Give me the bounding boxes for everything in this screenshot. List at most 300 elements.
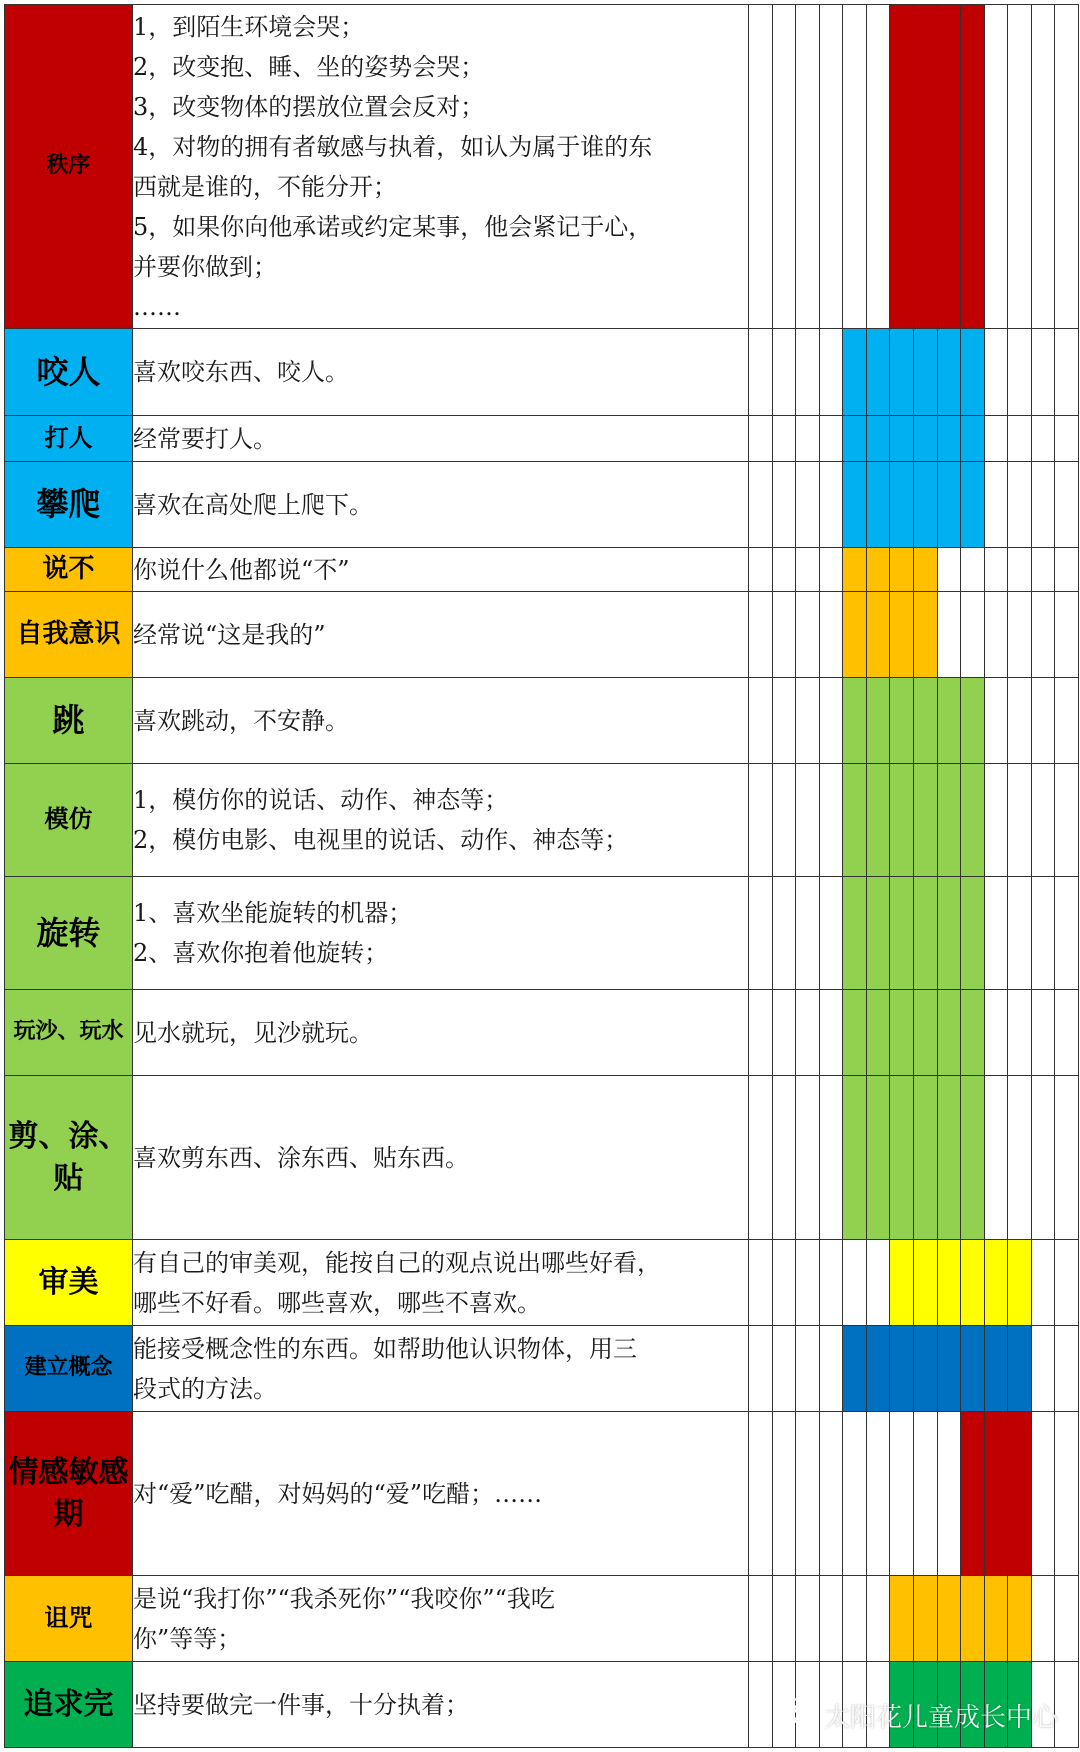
timeline-cell-filled bbox=[984, 1326, 1008, 1412]
timeline-cell bbox=[843, 5, 867, 329]
timeline-cell-filled bbox=[984, 1576, 1008, 1662]
timeline-cell bbox=[1055, 462, 1079, 548]
timeline-cell-filled bbox=[1008, 1240, 1032, 1326]
timeline-cell-filled bbox=[890, 990, 914, 1076]
description-cell bbox=[133, 1326, 749, 1412]
description-line: 哪些不好看。哪些喜欢，哪些不喜欢。 bbox=[133, 1288, 541, 1317]
timeline-cell-filled bbox=[961, 1576, 985, 1662]
category-cell bbox=[5, 1576, 133, 1662]
timeline-cell bbox=[984, 678, 1008, 764]
category-label: 打人 bbox=[44, 423, 93, 452]
timeline-cell bbox=[984, 462, 1008, 548]
category-cell bbox=[5, 764, 133, 877]
timeline-cell bbox=[749, 1662, 773, 1748]
timeline-cell-filled bbox=[961, 877, 985, 990]
period-row bbox=[5, 462, 1079, 548]
timeline-cell-filled bbox=[843, 548, 867, 592]
timeline-cell bbox=[772, 990, 796, 1076]
timeline-cell bbox=[772, 462, 796, 548]
timeline-cell-filled bbox=[866, 548, 890, 592]
description-line: 能接受概念性的东西。如帮助他认识物体，用三 bbox=[133, 1334, 637, 1363]
description-cell bbox=[133, 329, 749, 416]
timeline-cell bbox=[819, 764, 843, 877]
description-cell bbox=[133, 1076, 749, 1240]
description-cell bbox=[133, 416, 749, 462]
sensitive-period-table bbox=[4, 4, 1078, 1748]
description-line: …… bbox=[133, 292, 181, 321]
watermark-text: 太阳花儿童成长中心 bbox=[823, 1703, 1058, 1733]
timeline-cell-filled bbox=[890, 1576, 914, 1662]
timeline-cell-filled bbox=[961, 678, 985, 764]
description-line: 4，对物的拥有者敏感与执着，如认为属于谁的东 bbox=[133, 132, 653, 161]
timeline-cell-filled bbox=[843, 990, 867, 1076]
timeline-cell bbox=[1008, 462, 1032, 548]
timeline-cell bbox=[796, 1240, 820, 1326]
timeline-cell bbox=[1055, 1240, 1079, 1326]
timeline-cell-filled bbox=[890, 877, 914, 990]
timeline-cell bbox=[819, 678, 843, 764]
timeline-cell-filled bbox=[843, 1076, 867, 1240]
description-line: 西就是谁的，不能分开； bbox=[133, 172, 397, 201]
timeline-cell-filled bbox=[937, 1326, 961, 1412]
period-row bbox=[5, 990, 1079, 1076]
category-label: 诅咒 bbox=[44, 1603, 93, 1632]
category-cell bbox=[5, 877, 133, 990]
timeline-cell bbox=[796, 1076, 820, 1240]
timeline-cell bbox=[796, 329, 820, 416]
category-cell bbox=[5, 416, 133, 462]
timeline-cell bbox=[1055, 1076, 1079, 1240]
timeline-cell bbox=[772, 592, 796, 678]
description-line: 2，改变抱、睡、坐的姿势会哭； bbox=[133, 52, 485, 81]
timeline-cell-filled bbox=[843, 1326, 867, 1412]
description-line: 2、喜欢你抱着他旋转； bbox=[133, 939, 389, 967]
timeline-cell bbox=[1055, 5, 1079, 329]
description-line: 坚持要做完一件事，十分执着； bbox=[133, 1690, 469, 1719]
timeline-cell bbox=[819, 5, 843, 329]
description-line: 段式的方法。 bbox=[133, 1374, 277, 1403]
timeline-cell-filled bbox=[984, 1412, 1008, 1576]
timeline-cell bbox=[772, 1412, 796, 1576]
timeline-cell-filled bbox=[843, 416, 867, 462]
period-grid bbox=[4, 4, 1079, 1748]
timeline-cell-filled bbox=[890, 329, 914, 416]
timeline-cell-filled bbox=[961, 416, 985, 462]
timeline-cell-filled bbox=[1008, 1412, 1032, 1576]
timeline-cell-filled bbox=[890, 764, 914, 877]
description-line: 你说什么他都说“不” bbox=[133, 555, 350, 584]
timeline-cell bbox=[819, 416, 843, 462]
timeline-cell bbox=[819, 548, 843, 592]
timeline-cell bbox=[937, 592, 961, 678]
timeline-cell-filled bbox=[866, 764, 890, 877]
description-line: 5，如果你向他承诺或约定某事，他会紧记于心， bbox=[133, 212, 653, 241]
description-cell bbox=[133, 592, 749, 678]
timeline-cell bbox=[1031, 990, 1055, 1076]
description-line: 1、喜欢坐能旋转的机器； bbox=[133, 899, 413, 927]
category-cell bbox=[5, 1326, 133, 1412]
timeline-cell bbox=[937, 548, 961, 592]
period-row bbox=[5, 678, 1079, 764]
timeline-cell bbox=[1008, 678, 1032, 764]
timeline-cell bbox=[866, 1576, 890, 1662]
timeline-cell bbox=[819, 1412, 843, 1576]
timeline-cell-filled bbox=[843, 764, 867, 877]
period-row bbox=[5, 764, 1079, 877]
category-cell bbox=[5, 990, 133, 1076]
timeline-cell-filled bbox=[961, 329, 985, 416]
description-line: 有自己的审美观，能按自己的观点说出哪些好看， bbox=[133, 1248, 661, 1277]
timeline-cell bbox=[1031, 592, 1055, 678]
timeline-cell bbox=[984, 5, 1008, 329]
timeline-cell bbox=[749, 592, 773, 678]
category-cell bbox=[5, 1076, 133, 1240]
category-cell bbox=[5, 678, 133, 764]
timeline-cell bbox=[866, 5, 890, 329]
description-cell bbox=[133, 1412, 749, 1576]
timeline-cell bbox=[913, 1412, 937, 1576]
timeline-cell bbox=[1031, 416, 1055, 462]
category-label: 剪、涂、贴 bbox=[8, 1118, 129, 1196]
category-label: 说不 bbox=[42, 554, 95, 585]
timeline-cell bbox=[1031, 329, 1055, 416]
timeline-cell bbox=[819, 877, 843, 990]
description-line: 见水就玩，见沙就玩。 bbox=[133, 1018, 373, 1047]
timeline-cell-filled bbox=[866, 1326, 890, 1412]
timeline-cell bbox=[749, 5, 773, 329]
description-line: 是说“我打你”“我杀死你”“我咬你”“我吃 bbox=[133, 1584, 555, 1613]
timeline-cell-filled bbox=[961, 764, 985, 877]
category-label: 咬人 bbox=[36, 352, 101, 391]
category-label: 追求完 bbox=[23, 1686, 114, 1722]
timeline-cell-filled bbox=[937, 678, 961, 764]
timeline-cell bbox=[819, 1076, 843, 1240]
timeline-cell bbox=[1055, 329, 1079, 416]
timeline-cell bbox=[843, 1412, 867, 1576]
timeline-cell-filled bbox=[866, 416, 890, 462]
timeline-cell-filled bbox=[890, 678, 914, 764]
period-row bbox=[5, 1326, 1079, 1412]
timeline-cell-filled bbox=[937, 5, 961, 329]
category-cell bbox=[5, 462, 133, 548]
timeline-cell-filled bbox=[866, 678, 890, 764]
timeline-cell-filled bbox=[961, 1326, 985, 1412]
timeline-cell-filled bbox=[913, 462, 937, 548]
description-line: 你”等等； bbox=[133, 1624, 242, 1653]
timeline-cell-filled bbox=[937, 462, 961, 548]
timeline-cell bbox=[961, 592, 985, 678]
category-label: 秩序 bbox=[46, 153, 91, 179]
timeline-cell-filled bbox=[961, 1240, 985, 1326]
timeline-cell bbox=[796, 1412, 820, 1576]
timeline-cell bbox=[749, 1076, 773, 1240]
timeline-cell bbox=[1008, 764, 1032, 877]
period-row bbox=[5, 5, 1079, 329]
timeline-cell bbox=[1055, 877, 1079, 990]
timeline-cell bbox=[843, 1240, 867, 1326]
period-row bbox=[5, 1076, 1079, 1240]
timeline-cell bbox=[1055, 1662, 1079, 1748]
description-line: 经常说“这是我的” bbox=[133, 620, 326, 649]
timeline-cell bbox=[1008, 416, 1032, 462]
timeline-cell-filled bbox=[937, 990, 961, 1076]
timeline-cell-filled bbox=[937, 877, 961, 990]
timeline-cell-filled bbox=[843, 462, 867, 548]
timeline-cell-filled bbox=[961, 5, 985, 329]
timeline-cell bbox=[749, 416, 773, 462]
period-row bbox=[5, 1240, 1079, 1326]
category-label: 旋转 bbox=[36, 913, 101, 952]
timeline-cell-filled bbox=[937, 764, 961, 877]
timeline-cell-filled bbox=[913, 678, 937, 764]
timeline-cell-filled bbox=[913, 548, 937, 592]
period-row bbox=[5, 416, 1079, 462]
timeline-cell bbox=[984, 877, 1008, 990]
timeline-cell bbox=[749, 990, 773, 1076]
timeline-cell-filled bbox=[890, 1240, 914, 1326]
watermark bbox=[778, 1697, 1058, 1734]
timeline-cell-filled bbox=[913, 877, 937, 990]
description-line: 1，模仿你的说话、动作、神态等； bbox=[133, 786, 509, 814]
period-row bbox=[5, 329, 1079, 416]
timeline-cell-filled bbox=[890, 462, 914, 548]
description-cell bbox=[133, 1662, 749, 1748]
category-label: 审美 bbox=[38, 1264, 99, 1300]
timeline-cell bbox=[1031, 678, 1055, 764]
timeline-cell bbox=[772, 1076, 796, 1240]
timeline-cell bbox=[796, 764, 820, 877]
timeline-cell-filled bbox=[937, 329, 961, 416]
timeline-cell bbox=[772, 877, 796, 990]
category-cell bbox=[5, 548, 133, 592]
timeline-cell bbox=[772, 678, 796, 764]
timeline-cell-filled bbox=[937, 1240, 961, 1326]
timeline-cell bbox=[819, 462, 843, 548]
timeline-cell bbox=[772, 416, 796, 462]
description-line: 1，到陌生环境会哭； bbox=[133, 12, 365, 41]
timeline-cell bbox=[1008, 1076, 1032, 1240]
timeline-cell bbox=[961, 548, 985, 592]
timeline-cell bbox=[749, 329, 773, 416]
timeline-cell-filled bbox=[961, 990, 985, 1076]
description-cell bbox=[133, 877, 749, 990]
timeline-cell-filled bbox=[843, 592, 867, 678]
timeline-cell bbox=[1055, 1576, 1079, 1662]
timeline-cell-filled bbox=[937, 1076, 961, 1240]
description-cell bbox=[133, 462, 749, 548]
timeline-cell-filled bbox=[866, 1076, 890, 1240]
category-cell bbox=[5, 1662, 133, 1748]
timeline-cell bbox=[796, 548, 820, 592]
timeline-cell-filled bbox=[913, 329, 937, 416]
category-cell bbox=[5, 329, 133, 416]
timeline-cell bbox=[1055, 1326, 1079, 1412]
timeline-cell bbox=[1008, 329, 1032, 416]
timeline-cell-filled bbox=[866, 462, 890, 548]
timeline-cell bbox=[796, 678, 820, 764]
timeline-cell-filled bbox=[843, 329, 867, 416]
timeline-cell bbox=[796, 416, 820, 462]
timeline-cell-filled bbox=[866, 592, 890, 678]
timeline-cell bbox=[1031, 1326, 1055, 1412]
description-line: 经常要打人。 bbox=[133, 424, 277, 453]
timeline-cell-filled bbox=[1008, 1326, 1032, 1412]
timeline-cell bbox=[1055, 764, 1079, 877]
timeline-cell bbox=[1031, 462, 1055, 548]
timeline-cell-filled bbox=[1008, 1576, 1032, 1662]
timeline-cell-filled bbox=[866, 877, 890, 990]
description-line: 喜欢跳动，不安静。 bbox=[133, 706, 349, 735]
description-cell bbox=[133, 1240, 749, 1326]
category-cell bbox=[5, 5, 133, 329]
timeline-cell-filled bbox=[866, 990, 890, 1076]
description-line: 2，模仿电影、电视里的说话、动作、神态等； bbox=[133, 826, 629, 854]
timeline-cell bbox=[796, 1326, 820, 1412]
timeline-cell bbox=[796, 462, 820, 548]
timeline-cell-filled bbox=[961, 462, 985, 548]
timeline-cell bbox=[843, 1576, 867, 1662]
timeline-cell bbox=[749, 1326, 773, 1412]
description-line: 并要你做到； bbox=[133, 252, 277, 281]
timeline-cell bbox=[890, 1412, 914, 1576]
timeline-cell bbox=[1031, 5, 1055, 329]
period-row bbox=[5, 548, 1079, 592]
timeline-cell-filled bbox=[913, 1076, 937, 1240]
timeline-cell-filled bbox=[913, 416, 937, 462]
timeline-cell bbox=[749, 548, 773, 592]
description-cell bbox=[133, 548, 749, 592]
category-cell bbox=[5, 1412, 133, 1576]
timeline-cell bbox=[819, 1576, 843, 1662]
timeline-cell bbox=[984, 990, 1008, 1076]
category-label: 攀爬 bbox=[36, 485, 101, 524]
description-cell bbox=[133, 990, 749, 1076]
timeline-cell bbox=[1055, 1412, 1079, 1576]
timeline-cell bbox=[772, 548, 796, 592]
category-label: 自我意识 bbox=[16, 619, 121, 650]
timeline-cell bbox=[1031, 764, 1055, 877]
category-label: 玩沙、玩水 bbox=[13, 1019, 124, 1045]
timeline-cell-filled bbox=[913, 990, 937, 1076]
timeline-cell-filled bbox=[913, 1576, 937, 1662]
category-label: 建立概念 bbox=[24, 1355, 113, 1381]
timeline-cell bbox=[749, 764, 773, 877]
period-row bbox=[5, 1576, 1079, 1662]
timeline-cell bbox=[1055, 592, 1079, 678]
timeline-cell bbox=[749, 462, 773, 548]
timeline-cell bbox=[1031, 1076, 1055, 1240]
timeline-cell bbox=[866, 1412, 890, 1576]
timeline-cell-filled bbox=[913, 1240, 937, 1326]
timeline-cell-filled bbox=[890, 1326, 914, 1412]
timeline-cell bbox=[984, 548, 1008, 592]
timeline-cell-filled bbox=[890, 5, 914, 329]
description-line: 3，改变物体的摆放位置会反对； bbox=[133, 92, 485, 121]
timeline-cell bbox=[819, 329, 843, 416]
timeline-cell-filled bbox=[890, 1076, 914, 1240]
timeline-cell-filled bbox=[866, 329, 890, 416]
period-row bbox=[5, 1412, 1079, 1576]
description-cell bbox=[133, 1576, 749, 1662]
timeline-cell bbox=[749, 1576, 773, 1662]
timeline-cell-filled bbox=[890, 592, 914, 678]
timeline-cell bbox=[1008, 592, 1032, 678]
timeline-cell bbox=[749, 877, 773, 990]
timeline-cell bbox=[772, 329, 796, 416]
timeline-cell bbox=[772, 1326, 796, 1412]
timeline-cell bbox=[984, 416, 1008, 462]
category-cell bbox=[5, 592, 133, 678]
timeline-cell bbox=[772, 5, 796, 329]
timeline-cell bbox=[749, 1240, 773, 1326]
description-line: 喜欢剪东西、涂东西、贴东西。 bbox=[133, 1143, 469, 1172]
timeline-cell-filled bbox=[913, 592, 937, 678]
description-line: 喜欢咬东西、咬人。 bbox=[133, 358, 349, 386]
timeline-cell-filled bbox=[913, 1326, 937, 1412]
timeline-cell-filled bbox=[843, 678, 867, 764]
timeline-cell bbox=[1055, 548, 1079, 592]
timeline-cell-filled bbox=[890, 548, 914, 592]
timeline-cell bbox=[1031, 1240, 1055, 1326]
timeline-cell bbox=[1031, 1576, 1055, 1662]
timeline-cell bbox=[1008, 5, 1032, 329]
timeline-cell bbox=[1031, 548, 1055, 592]
timeline-cell-filled bbox=[913, 764, 937, 877]
timeline-cell-filled bbox=[937, 416, 961, 462]
timeline-cell bbox=[819, 990, 843, 1076]
description-cell bbox=[133, 764, 749, 877]
timeline-cell bbox=[1008, 548, 1032, 592]
timeline-cell bbox=[984, 592, 1008, 678]
timeline-cell-filled bbox=[890, 416, 914, 462]
timeline-cell-filled bbox=[984, 1240, 1008, 1326]
timeline-cell bbox=[984, 329, 1008, 416]
timeline-cell-filled bbox=[937, 1576, 961, 1662]
timeline-cell bbox=[984, 764, 1008, 877]
timeline-cell bbox=[772, 1240, 796, 1326]
timeline-cell bbox=[749, 1412, 773, 1576]
timeline-cell bbox=[1008, 990, 1032, 1076]
timeline-cell bbox=[1055, 678, 1079, 764]
timeline-cell bbox=[772, 1576, 796, 1662]
category-label: 情感敏感期 bbox=[8, 1454, 129, 1532]
timeline-cell bbox=[749, 678, 773, 764]
timeline-cell bbox=[796, 5, 820, 329]
timeline-cell bbox=[1031, 877, 1055, 990]
timeline-cell bbox=[866, 1240, 890, 1326]
timeline-cell bbox=[984, 1076, 1008, 1240]
description-line: 对“爱”吃醋，对妈妈的“爱”吃醋；…… bbox=[133, 1479, 543, 1508]
timeline-cell-filled bbox=[843, 877, 867, 990]
timeline-cell bbox=[796, 592, 820, 678]
timeline-cell bbox=[796, 877, 820, 990]
timeline-cell-filled bbox=[913, 5, 937, 329]
period-row bbox=[5, 592, 1079, 678]
timeline-cell bbox=[1055, 416, 1079, 462]
period-row bbox=[5, 877, 1079, 990]
description-cell bbox=[133, 678, 749, 764]
category-label: 模仿 bbox=[44, 805, 93, 834]
category-label: 跳 bbox=[52, 701, 85, 740]
description-line: 喜欢在高处爬上爬下。 bbox=[133, 490, 373, 519]
timeline-cell bbox=[1055, 990, 1079, 1076]
category-cell bbox=[5, 1240, 133, 1326]
timeline-cell bbox=[937, 1412, 961, 1576]
timeline-cell bbox=[796, 1576, 820, 1662]
timeline-cell bbox=[819, 1240, 843, 1326]
description-cell bbox=[133, 5, 749, 329]
timeline-cell bbox=[1031, 1412, 1055, 1576]
